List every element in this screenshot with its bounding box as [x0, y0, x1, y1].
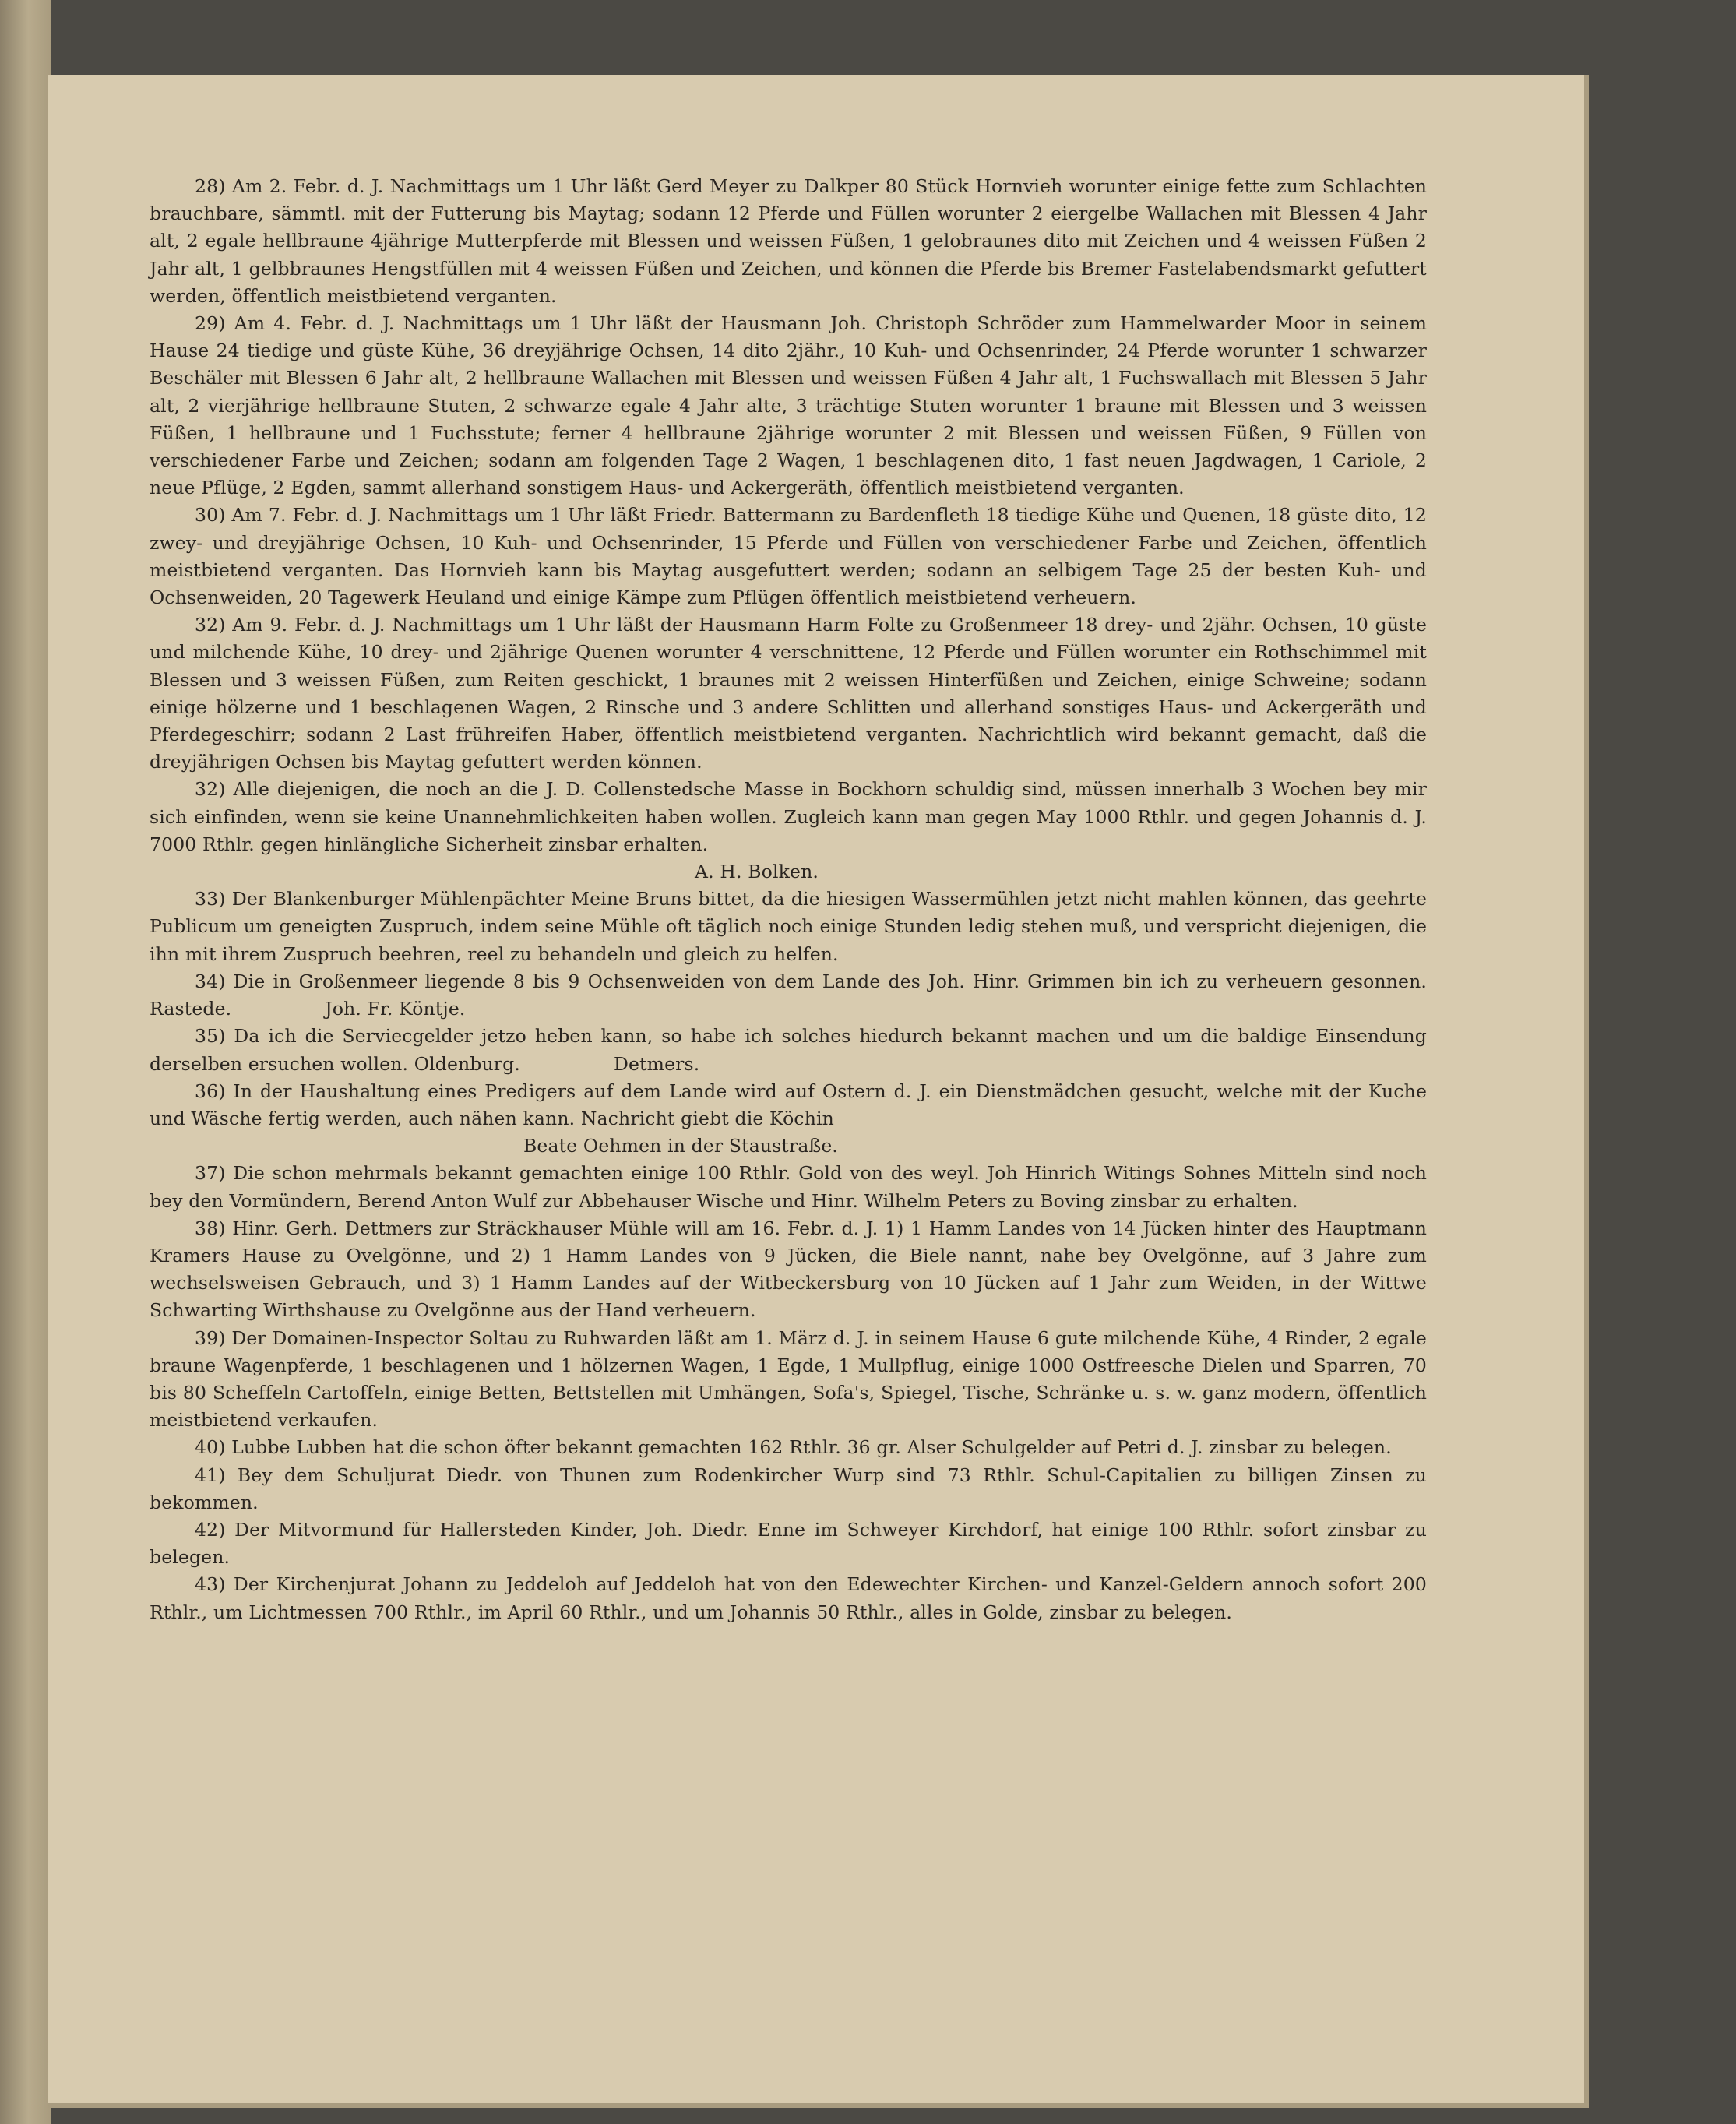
signature-kontje: Joh. Fr. Köntje.	[325, 998, 466, 1020]
announcement-38: 38) Hinr. Gerh. Dettmers zur Sträckhauser Mühle will am 16. Febr. d. J. 1) 1 Hamm Landes von 14 Jücken hinter des Hauptmann Kramers Hause zu Ovelgönne, und 2) 1 Hamm Landes von 9 Jücken, die Biele nannt, nahe bey Ovelgönne, auf 3 Jahre zum wechselsweisen Gebrauch, und 3) 1 Hamm Landes auf der Witbeckersburg von 10 Jücken auf 1 Jahr zum Weiden, in der Wittwe Schwarting Wirthshause zu Ovelgönne aus der Hand verheuern.	[150, 1217, 1427, 1322]
announcement-36: 36) In der Haushaltung eines Predigers auf dem Lande wird auf Ostern d. J. ein Dienstmädchen gesucht, welche mit der Kuche und Wäsche fertig werden, auch nähen kann. Nachricht giebt die Köchin Beate Oehmen in der Staustraße.	[150, 1078, 1427, 1161]
announcement-37: 37) Die schon mehrmals bekannt gemachten einige 100 Rthlr. Gold von des weyl. Joh Hinrich Witings Sohnes Mitteln sind noch bey den Vormündern, Berend Anton Wulf zur Abbehauser Wische und Hinr. Wilhelm Peters zu Boving zinsbar zu erhalten.	[150, 1162, 1427, 1212]
announcement-41: 41) Bey dem Schuljurat Diedr. von Thunen zum Rodenkircher Wurp sind 73 Rthlr. Schul-Capitalien zu billigen Zinsen zu bekommen.	[150, 1464, 1427, 1513]
announcement-35: 35) Da ich die Serviecgelder jetzo heben kann, so habe ich solches hiedurch bekannt machen und um die baldige Einsendung derselben ersuchen wollen. Oldenburg. Detmers.	[150, 1025, 1427, 1075]
announcement-28: 28) Am 2. Febr. d. J. Nachmittags um 1 Uhr läßt Gerd Meyer zu Dalkper 80 Stück Hornvieh worunter einige fette zum Schlachten brauchbare, sämmtl. mit der Futterung bis Maytag; sodann 12 Pferde und Füllen worunter 2 eiergelbe Wallachen mit Blessen 4 Jahr alt, 2 egale hellbraune 4jährige Mutterpferde mit Blessen und weissen Füßen, 1 gelobraunes dito mit Zeichen und 4 weissen Füßen 2 Jahr alt, 1 gelbbraunes Hengstfüllen mit 4 weissen Füßen und Zeichen, und können die Pferde bis Bremer Fastelabendsmarkt gefuttert werden, öffentlich meistbietend verganten.	[150, 175, 1427, 307]
announcement-34: 34) Die in Großenmeer liegende 8 bis 9 Ochsenweiden von dem Lande des Joh. Hinr. Grimmen bin ich zu verheuern gesonnen. Rastede. Joh. Fr. Köntje.	[150, 970, 1427, 1020]
announcement-40: 40) Lubbe Lubben hat die schon öfter bekannt gemachten 162 Rthlr. 36 gr. Alser Schulgelder auf Petri d. J. zinsbar zu belegen.	[195, 1436, 1392, 1459]
signature-oehmen: Beate Oehmen in der Staustraße.	[523, 1135, 839, 1157]
signature-bolken: A. H. Bolken.	[695, 861, 819, 883]
announcement-43: 43) Der Kirchenjurat Johann zu Jeddeloh auf Jeddeloh hat von den Edewechter Kirchen- und Kanzel-Geldern annoch sofort 200 Rthlr., um Lichtmessen 700 Rthlr., im April 60 Rthlr., und um Johannis 50 Rthlr., alles in Golde, zinsbar zu belegen.	[150, 1573, 1427, 1623]
announcement-39: 39) Der Domainen-Inspector Soltau zu Ruhwarden läßt am 1. März d. J. in seinem Hause 6 gute milchende Kühe, 4 Rinder, 2 egale braune Wagenpferde, 1 beschlagenen und 1 hölzernen Wagen, 1 Egde, 1 Mullpflug, einige 1000 Ostfreesche Dielen und Sparren, 70 bis 80 Scheffeln Cartoffeln, einige Betten, Bettstellen mit Umhängen, Sofa's, Spiegel, Tische, Schränke u. s. w. ganz modern, öffentlich meistbietend verkaufen.	[150, 1326, 1427, 1432]
announcement-32a: 32) Am 9. Febr. d. J. Nachmittags um 1 Uhr läßt der Hausmann Harm Folte zu Großenmeer 18 drey- und 2jähr. Ochsen, 10 güste und milchende Kühe, 10 drey- und 2jährige Quenen worunter 4 verschnittene, 12 Pferde und Füllen worunter ein Rothschimmel mit Blessen und 3 weissen Füßen, zum Reiten geschickt, 1 braunes mit 2 weissen Hinterfüßen und Zeichen, einige Schweine; sodann einige hölzerne und 1 beschlagenen Wagen, 2 Rinsche und 3 andere Schlitten und allerhand sonstiges Haus- und Ackergeräth und Pferdegeschirr; sodann 2 Last frühreifen Haber, öffentlich meistbietend verganten. Nachrichtlich wird bekannt gemacht, daß die dreyjährigen Ochsen bis Maytag gefuttert werden können.	[150, 614, 1427, 773]
signature-detmers: Detmers.	[614, 1052, 700, 1075]
facing-page-edge	[0, 0, 51, 2124]
announcement-42: 42) Der Mitvormund für Hallersteden Kinder, Joh. Diedr. Enne im Schweyer Kirchdorf, hat einige 100 Rthlr. sofort zinsbar zu belegen.	[150, 1518, 1427, 1569]
announcement-32b: 32) Alle diejenigen, die noch an die J. D. Collenstedsche Masse in Bockhorn schuldig sind, müssen innerhalb 3 Wochen bey mir sich einfinden, wenn sie keine Unannehmlichkeiten haben wollen. Zugleich kann man gegen May 1000 Rthlr. und gegen Johannis d. J. 7000 Rthlr. gegen hinlängliche Sicherheit zinsbar erhalten. A. H. Bolken.	[150, 776, 1427, 886]
announcement-33: 33) Der Blankenburger Mühlenpächter Meine Bruns bittet, da die hiesigen Wassermühlen jetzt nicht mahlen können, das geehrte Publicum um geneigten Zuspruch, indem seine Mühle oft täglich noch einige Stunden ledig stehen muß, und verspricht diejenigen, die ihn mit ihrem Zuspruch beehren, reel zu behandeln und gleich zu helfen.	[150, 888, 1427, 965]
announcements-column	[150, 173, 1427, 1626]
announcement-30: 30) Am 7. Febr. d. J. Nachmittags um 1 Uhr läßt Friedr. Battermann zu Bardenfleth 18 tiedige Kühe und Quenen, 18 güste dito, 12 zwey- und dreyjährige Ochsen, 10 Kuh- und Ochsenrinder, 15 Pferde und Füllen von verschiedener Farbe und Zeichen, öffentlich meistbietend verganten. Das Hornvieh kann bis Maytag ausgefuttert werden; sodann an selbigem Tage 25 der besten Kuh- und Ochsenweiden, 20 Tagewerk Heuland und einige Kämpe zum Pflügen öffentlich meistbietend verheuern.	[150, 504, 1427, 609]
announcement-29: 29) Am 4. Febr. d. J. Nachmittags um 1 Uhr läßt der Hausmann Joh. Christoph Schröder zum Hammelwarder Moor in seinem Hause 24 tiedige und güste Kühe, 36 dreyjährige Ochsen, 14 dito 2jähr., 10 Kuh- und Ochsenrinder, 24 Pferde worunter 1 schwarzer Beschäler mit Blessen 6 Jahr alt, 2 hellbraune Wallachen mit Blessen und weissen Füßen 4 Jahr alt, 1 Fuchswallach mit Blessen 5 Jahr alt, 2 vierjährige hellbraune Stuten, 2 schwarze egale 4 Jahr alte, 3 trächtige Stuten worunter 1 braune mit Blessen und 3 weissen Füßen, 1 hellbraune und 1 Fuchsstute; ferner 4 hellbraune 2jährige worunter 2 mit Blessen und weissen Füßen, 9 Füllen von verschiedener Farbe und Zeichen; sodann am folgenden Tage 2 Wagen, 1 beschlagenen dito, 1 fast neuen Jagdwagen, 1 Cariole, 2 neue Pflüge, 2 Egden, sammt allerhand sonstigem Haus- und Ackergeräth, öffentlich meistbietend verganten.	[150, 312, 1427, 499]
